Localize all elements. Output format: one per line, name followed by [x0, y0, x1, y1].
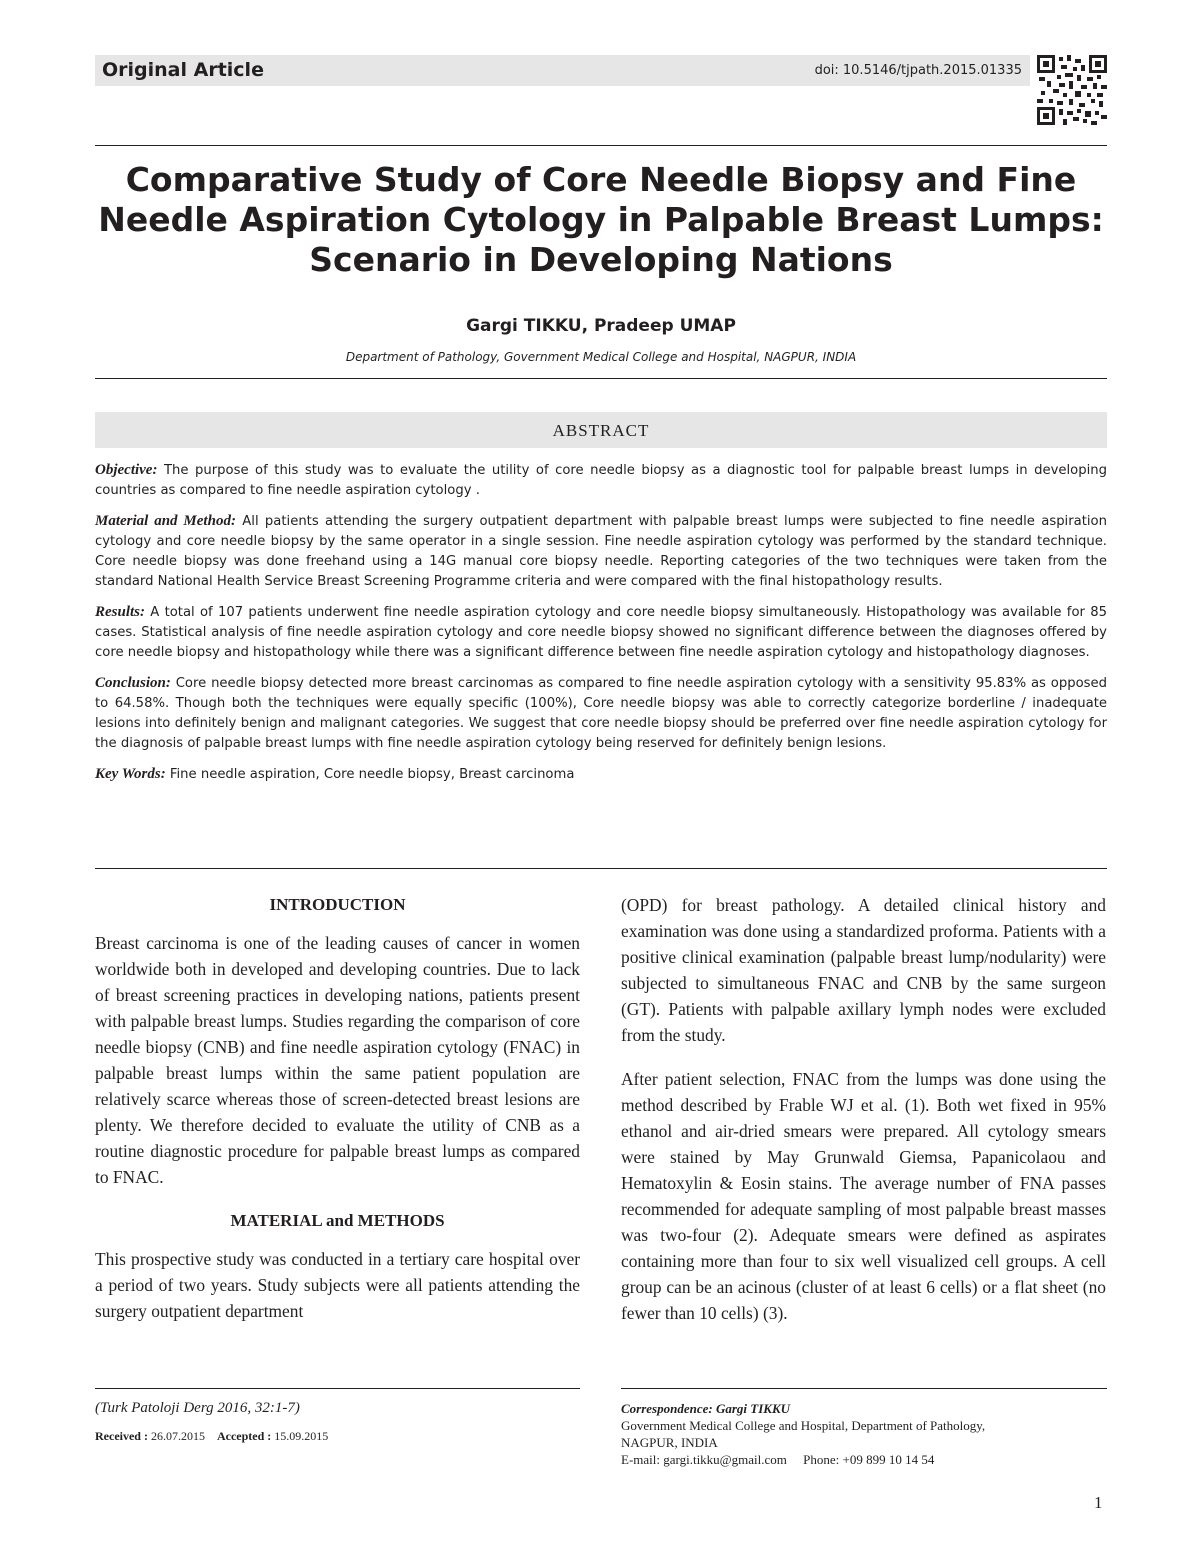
contact-line	[621, 1451, 1107, 1468]
title-line: Needle Aspiration Cytology in Palpable Breast Lumps:	[98, 200, 1104, 239]
keywords-label: Key Words:	[95, 766, 166, 782]
title-divider	[95, 378, 1107, 379]
conclusion-label: Conclusion:	[95, 675, 171, 691]
correspondence-name: Gargi TIKKU	[712, 1401, 791, 1416]
methods-text: All patients attending the surgery outpatient department with palpable breast lumps were subjected to fine needle aspiration cytology and core needle biopsy by the same operator in a single session. Fine needle aspiration cytology was performed by the standard technique. Core needle biopsy was done freehand using a 14G manual core biopsy needle. Reporting categories of the two techniques were taken from the standard National Health Service Breast Screening Programme criteria and were compared with the final histopathology results.	[95, 514, 1107, 589]
footer-citation	[95, 1400, 580, 1444]
title-line: Comparative Study of Core Needle Biopsy and Fine	[125, 160, 1077, 199]
abstract-objective	[95, 460, 1107, 501]
received-label: Received :	[95, 1429, 148, 1443]
correspondence-label: Correspondence:	[621, 1401, 713, 1416]
correspondence-line	[621, 1400, 1107, 1417]
authors: Gargi TIKKU, Pradeep UMAP	[466, 316, 736, 336]
abstract-band	[95, 412, 1107, 448]
abstract-heading: ABSTRACT	[552, 421, 650, 440]
accepted-label: Accepted :	[216, 1429, 272, 1443]
paper-title	[95, 160, 1107, 280]
abstract-conclusion	[95, 673, 1107, 754]
header-divider	[95, 145, 1107, 146]
received-date: 26.07.2015	[147, 1429, 205, 1443]
results-label: Results:	[95, 604, 146, 620]
qr-code-icon	[1037, 55, 1107, 125]
header-band	[95, 55, 1030, 86]
methods-heading: MATERIAL and METHODS	[230, 1211, 445, 1230]
abstract-methods	[95, 511, 1107, 592]
footer-divider-right	[621, 1388, 1107, 1389]
methods-continued-text: (OPD) for breast pathology. A detailed clinical history and examination was done using a standardized proforma. Patients with a positive clinical examination (palpable breast lump/nodularity) were subjected to simultaneous FNAC and CNB by the same surgeon (GT). Patients with palpable axillary lymph nodes were excluded from the study.	[621, 895, 1106, 1045]
title-line: Scenario in Developing Nations	[309, 240, 893, 279]
page-number: 1	[1094, 1493, 1103, 1512]
methods-label: Material and Method:	[95, 513, 236, 529]
methods-text: This prospective study was conducted in a tertiary care hospital over a period of two years. Study subjects were all patients attending the surgery outpatient department	[95, 1249, 580, 1321]
correspondence-block	[621, 1400, 1107, 1468]
introduction-text: Breast carcinoma is one of the leading causes of cancer in women worldwide both in developed and developing countries. Due to lack of breast screening practices in developing nations, patients present with palpable breast lumps. Studies regarding the comparison of core needle biopsy (CNB) and fine needle aspiration cytology (FNAC) in palpable breast lumps within the same patient population are relatively scarce whereas those of screen-detected breast lesions are plenty. We therefore decided to evaluate the utility of CNB as a routine diagnostic procedure for palpable breast lumps as compared to FNAC.	[95, 933, 580, 1187]
objective-label: Objective:	[95, 462, 158, 478]
right-column	[621, 892, 1106, 1326]
abstract-body	[95, 460, 1107, 795]
conclusion-text: Core needle biopsy detected more breast carcinomas as compared to fine needle aspiration cytology with a sensitivity 95.83% as opposed to 64.58%. Though both the techniques were equally specific (100%), Core needle biopsy was able to correctly categorize borderline / inadequate lesions into definitely benign and malignant categories. We suggest that core needle biopsy should be preferred over fine needle aspiration cytology for the diagnosis of palpable breast lumps with fine needle aspiration cytology being reserved for definitely benign lesions.	[95, 676, 1107, 751]
article-dates	[95, 1429, 580, 1444]
footer-divider-left	[95, 1388, 580, 1389]
doi-link[interactable]: doi: 10.5146/tjpath.2015.01335	[814, 63, 1022, 78]
keywords-text: Fine needle aspiration, Core needle biopsy, Breast carcinoma	[165, 767, 575, 782]
affiliation: Department of Pathology, Government Medical College and Hospital, NAGPUR, INDIA	[345, 350, 857, 364]
abstract-keywords	[95, 764, 1107, 785]
abstract-divider	[95, 868, 1107, 869]
results-text: A total of 107 patients underwent fine needle aspiration cytology and core needle biopsy simultaneously. Histopathology was available for 85 cases. Statistical analysis of fine needle aspiration cytology and core needle biopsy showed no significant difference between the diagnoses offered by core needle biopsy and histopathology while there was a significant difference between fine needle aspiration cytology and histopathology diagnoses.	[95, 605, 1107, 660]
email-link[interactable]: E-mail: gargi.tikku@gmail.com	[621, 1452, 787, 1467]
accepted-date: 15.09.2015	[271, 1429, 329, 1443]
introduction-heading: INTRODUCTION	[269, 895, 406, 914]
abstract-results	[95, 602, 1107, 663]
address-line: NAGPUR, INDIA	[621, 1435, 718, 1450]
address-line: Government Medical College and Hospital, Department of Pathology,	[621, 1418, 986, 1433]
left-column	[95, 892, 580, 1324]
phone-number: Phone: +09 899 10 14 54	[803, 1452, 935, 1467]
article-type-label: Original Article	[102, 59, 264, 81]
journal-citation: (Turk Patoloji Derg 2016, 32:1-7)	[95, 1400, 300, 1416]
fnac-procedure-text: After patient selection, FNAC from the lumps was done using the method described by Frable WJ et al. (1). Both wet fixed in 95% ethanol and air-dried smears were prepared. All cytology smears were stained by May Grunwald Giemsa, Papanicolaou and Hematoxylin & Eosin stains. The average number of FNA passes recommended for adequate sampling of most palpable breast masses was two-four (2). Adequate smears were defined as aspirates containing more than four to six well visualized cell groups. A cell group can be an acinous (cluster of at least 6 cells) or a flat sheet (no fewer than 10 cells) (3).	[621, 1069, 1106, 1323]
objective-text: The purpose of this study was to evaluate the utility of core needle biopsy as a diagnostic tool for palpable breast lumps in developing countries as compared to fine needle aspiration cytology .	[95, 463, 1107, 498]
